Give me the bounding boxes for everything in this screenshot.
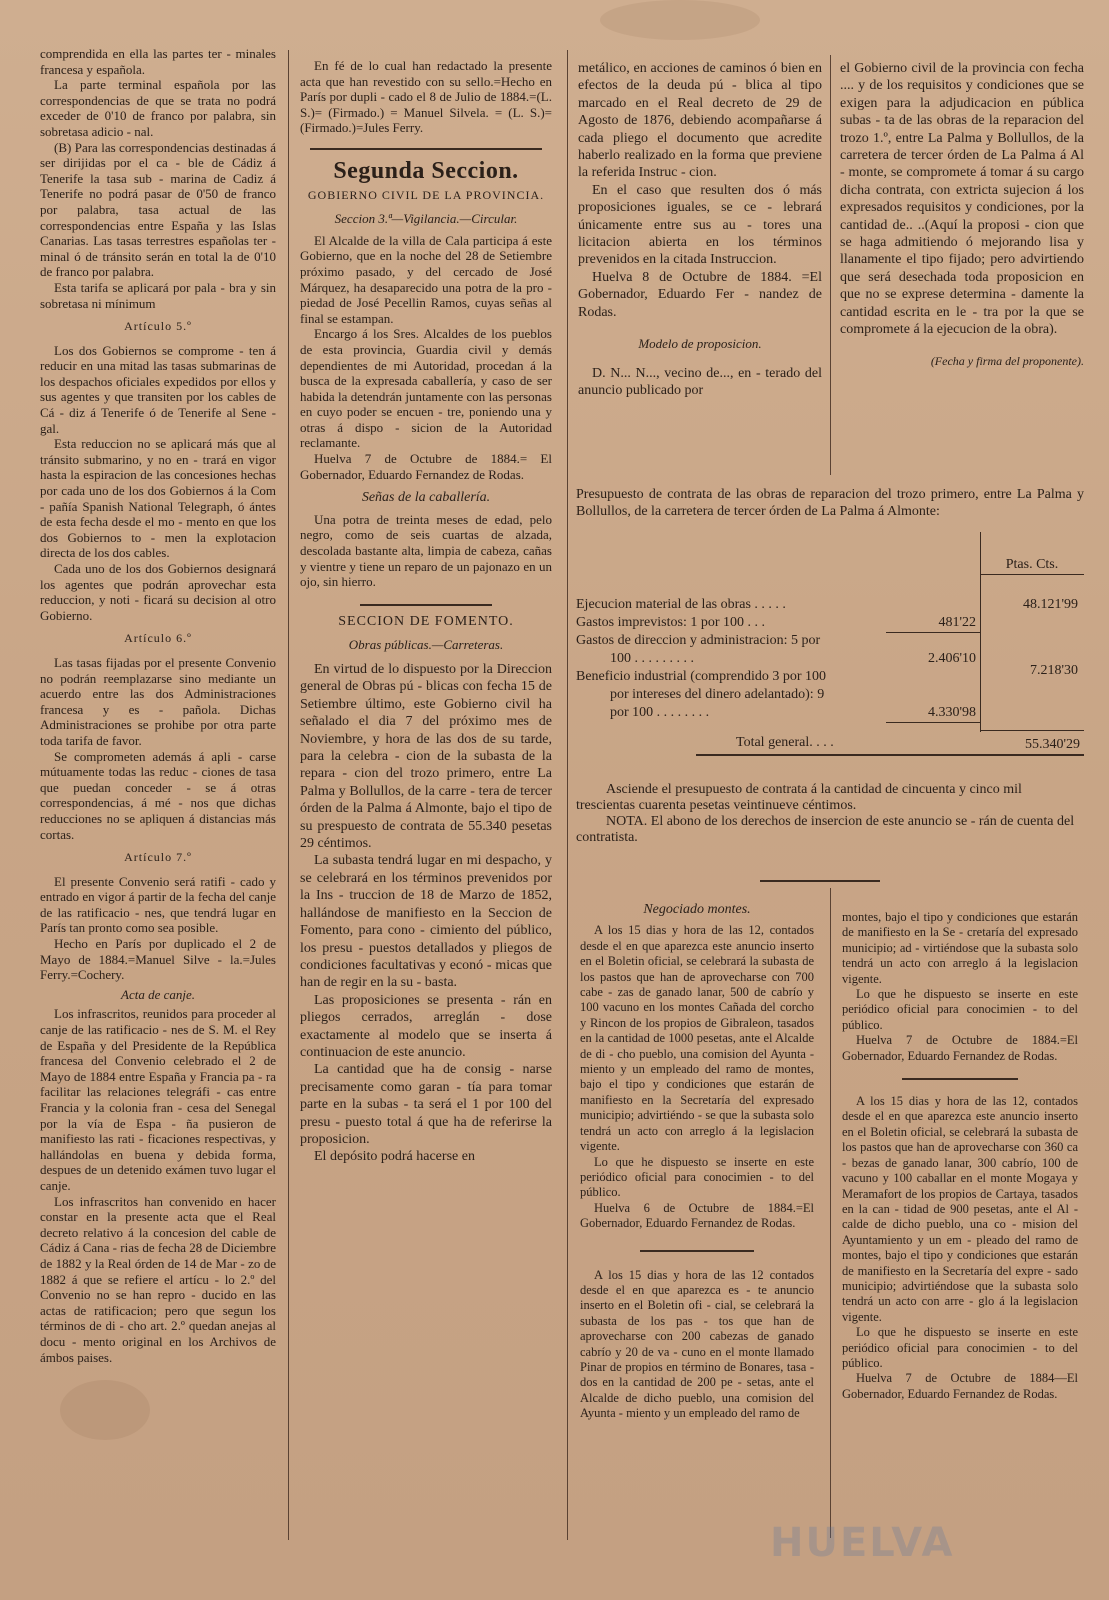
section-subtitle: Seccion 3.ª—Vigilancia.—Circular. xyxy=(334,211,518,227)
paragraph: El Alcalde de la villa de Cala participa á este Gobierno, que en la noche del 28 de Setiembre próximo pasado, y del cercado de José Márquez, ha desaparecido una potra de la pro - piedad de José Pecellin Ramos, cuyas señas al final se estampan. xyxy=(300,232,552,326)
column-rule xyxy=(567,50,568,1540)
unit-header: Ptas. Cts. xyxy=(1005,557,1059,572)
section-rule xyxy=(760,880,880,882)
total-label: Total general. . . . xyxy=(736,735,834,750)
paragraph: El presente Convenio será ratifi - cado y entrado en vigor á partir de la fecha del canje de las ratificacio - nes, que tendrá lugar en París tan pronto como sea posible. xyxy=(40,873,276,936)
paragraph: Huelva 7 de Octubre de 1884.= El Gobernador, Eduardo Fernandez de Rodas. xyxy=(300,451,552,482)
article-heading: Artículo 7.º xyxy=(124,850,192,865)
paragraph: Asciende el presupuesto de contrata á la cantidad de cincuenta y cinco mil trescientas cuarenta pesetas veintinueve céntimos. xyxy=(576,782,1022,813)
paragraph: A los 15 dias y hora de las 12, contados desde el en que aparezca este anuncio inserto en el Boletin oficial, se celebrará la subasta de los pastos que han de aprovecharse con 360 ca - bezas de ganado lanar, 300 cabrío, 100 de vacuno y 100 caballar en el monte Mogaya y Meramafort de los propios de Cartaya, tasados en la can - tidad de 900 pesetas, ante el Al - calde de dicho pueblo, una co - mision del Ayuntamiento y un em - pleado del ramo de montes, bajo el tipo y condiciones que estarán de manifiesto en la Secretaría del expre - sado municipio; advirtiéndose que la subasta solo tendrá un acto con arre - glo á la legislacion vigente. xyxy=(842,1094,1078,1324)
paragraph: La parte terminal española por las correspondencias de que se trata no podrá exceder de 0'10 de franco por palabra, sin sobretasa adicio - nal. xyxy=(40,77,276,139)
signature-line: (Fecha y firma del proponente). xyxy=(930,353,1084,368)
paragraph: Los dos Gobiernos se comprome - ten á reducir en una mitad las tasas submarinas de los despachos oficiales expedidos por ellos y sus agentes y que transiten por los cables de Cá - diz á Tenerife ó de Tenerife al Sene - gal. xyxy=(40,342,276,436)
paragraph: Los infrascritos, reunidos para proceder al canje de las ratificacio - nes de S. M. el Rey de España y del Presidente de la República francesa del Convenio celebrado el 2 de Mayo de 1884 entre España y Francia pa - ra facilitar las relaciones telegráfi - cas entre Francia y la colonia fran - cesa del Senegal por la vía de Espa - ña pusieron de manifiesto las rati - ficaciones respectivas, y hallándolas en buena y debida forma, despues de un detenido exámen tuvo lugar el canje. xyxy=(40,1006,276,1193)
paragraph: En fé de lo cual han redactado la presente acta que han revestido con su sello.=Hecho en París por dupli - cado el 8 de Julio de 1884.=(L. S.)= (Firmado.) = Manuel Silvela. = (L. S.)=(Firmado.)=Jules Ferry. xyxy=(300,58,552,136)
article-heading: Artículo 6.º xyxy=(124,631,192,646)
paragraph: montes, bajo el tipo y condiciones que estarán de manifiesto en la Se - cretaría del expresado municipio; ad - virtiéndose que la subasta solo tendrá un acto con arreglo á la legislacion vigente. xyxy=(842,910,1078,986)
paragraph: En el caso que resulten dos ó más proposiciones iguales, se ce - lebrará únicamente entre sus au - tores una licitacion abierta en los términos prevenidos en la citada Instruccion. xyxy=(578,182,822,268)
total-amount: 55.340'29 xyxy=(1024,737,1080,752)
budget-section xyxy=(576,486,1084,752)
amount: 2.406'10 xyxy=(927,651,976,666)
column-3-bottom xyxy=(580,902,814,1422)
budget-row: Gastos de direccion y administracion: 5 por xyxy=(576,633,821,648)
section-subtitle: Obras públicas.—Carreteras. xyxy=(348,637,504,653)
amount: 481'22 xyxy=(938,615,976,630)
budget-row: por intereses del dinero adelantado): 9 xyxy=(610,687,825,702)
amount: 4.330'98 xyxy=(927,705,976,720)
table-rule xyxy=(886,722,980,723)
table-rule xyxy=(980,574,1084,575)
section-heading: SECCION DE FOMENTO. xyxy=(338,613,514,629)
column-rule xyxy=(288,50,289,1540)
column-3 xyxy=(578,60,822,399)
paragraph: Las tasas fijadas por el presente Convenio no podrán reemplazarse sino mediante un acuerdo entre las dos Administraciones francesa y es - pañola. Dichas Administraciones se prohibe por otra parte toda tarifa de favor. xyxy=(40,654,276,748)
paragraph: Huelva 8 de Octubre de 1884. =El Gobernador, Eduardo Fer - nandez de Rodas. xyxy=(578,269,822,320)
paragraph: Las proposiciones se presenta - rán en pliegos cerrados, arreglán - dose exactamente al modelo que se inserta á continuacion de este anuncio. xyxy=(300,992,552,1060)
column-rule xyxy=(830,888,831,1538)
section-rule xyxy=(310,148,542,150)
paragraph: Lo que he dispuesto se inserte en este periódico oficial para conocimien - to del público. xyxy=(580,1154,814,1200)
paragraph: El depósito podrá hacerse en xyxy=(314,1149,475,1165)
article-heading: Artículo 5.º xyxy=(124,319,192,334)
paragraph: (B) Para las correspondencias destinadas á ser dirijidas por el ca - ble de Cádiz á Tenerife la tasa sub - marina de Cadiz á Tenerife no podrá pasar de 0'50 de franco por palabra, tasa actual de las correspondencias entre España y las Islas Canarias. Las tasas terrestres españolas ter - minal ó de tránsito serán en total la de 0'10 de franco por palabra. xyxy=(40,139,276,280)
column-1 xyxy=(40,46,276,1365)
budget-row: Beneficio industrial (comprendido 3 por 100 xyxy=(576,669,826,684)
budget-row: por 100 . . . . . . . . xyxy=(610,705,710,720)
column-rule xyxy=(830,55,831,475)
paragraph: Los infrascritos han convenido en hacer constar en la presente acta que el Real decreto relativo á la concesion del cable de Cádiz á Cana - rias de fecha 28 de Diciembre de 1882 y la Real órden de 14 de Mar - zo de 1882 á que se refiere el artícu - lo 2.º del Convenio no se han repro - ducido en las actas de ratificacion; pero que segun los términos de di - cho art. 2.º quedan anejas al docu - mento original en los Archivos de ámbos paises. xyxy=(40,1193,276,1365)
paragraph: A los 15 dias y hora de las 12, contados desde el en que aparezca este anuncio inserto en el Boletin oficial, se celebrará la subasta de los pastos que han de aprovecharse con 700 cabe - zas de ganado lanar, 500 de cabrío y 100 vacuno en los montes Cañada del corcho y Rincon de los propios de Gibraleon, tasados en la cantidad de 1000 pesetas, ante el Alcalde de di - cho pueblo, una comision del Ayunta - miento y un empleado del ramo de montes, bajo el tipo y condiciones que estarán de manifiesto en la Secretaría del expresado municipio; advirtiéndo - se que la subasta solo tendrá un acto con arreglo á la legislacion vigente. xyxy=(580,923,814,1154)
column-2 xyxy=(300,58,552,1166)
budget-row: 100 . . . . . . . . . xyxy=(610,651,694,666)
section-subtitle: Negociado montes. xyxy=(643,902,751,917)
paragraph: Lo que he dispuesto se inserte en este periódico oficial para conocimien - to del público. xyxy=(842,1325,1078,1370)
column-4-bottom xyxy=(842,910,1078,1402)
paragraph: el Gobierno civil de la provincia con fecha .... y de los requisitos y condiciones que se exigen para la adjudicacion en pública subas - ta de las obras de la reparacion del trozo 1.º, entre La Palma y Bollullos, de la carretera de tercer órden de La Palma á Al - monte, se compromete á tomar á su cargo dicha contrata, con extricta sujecion á los expresados requisitos y condiciones, por la cantidad de.. ..(Aquí la proposi - cion que se haga admitiendo ó mejorando lisa y llanamente el tipo fijado; pero advirtiendo que será desechada toda proposicion en que no se exprese determina - damente la cantidad escrita en le - tra por la que se compromete á la ejecucion de la obra). xyxy=(840,61,1084,338)
paragraph: Una potra de treinta meses de edad, pelo negro, como de seis cuartas de alzada, descolada bastante alta, limpia de cabeza, cañas y vientre y tiene un reparo de un pajonazo en un ojo, sin hierro. xyxy=(300,511,552,590)
section-rule xyxy=(360,604,492,606)
paragraph: En virtud de lo dispuesto por la Direccion general de Obras pú - blicas con fecha 15 de Setiembre último, este Gobierno civil ha señalado el dia 7 del próximo mes de Noviembre, y hora de las dos de su tarde, para la celebra - cion de la subasta de la repara - cion del trozo primero, entre La Palma y Bollullos, de la carre - tera de tercer órden de la Palma á Almonte, bajo el tipo de su prespuesto de contrata de 55.340 pesetas 29 céntimos. xyxy=(300,662,552,852)
section-subtitle: Señas de la caballería. xyxy=(361,490,491,506)
paper-stain xyxy=(60,1380,150,1440)
paragraph: comprendida en ella las partes ter - minales francesa y española. xyxy=(40,46,276,77)
section-rule xyxy=(640,1250,754,1252)
column-4 xyxy=(840,60,1084,370)
paragraph: Huelva 6 de Octubre de 1884.=El Gobernador, Eduardo Fernandez de Rodas. xyxy=(580,1200,814,1231)
paper-stain xyxy=(600,0,760,40)
paragraph: Lo que he dispuesto se inserte en este periódico oficial para conocimien - to del público. xyxy=(842,987,1078,1032)
section-subtitle: Modelo de proposicion. xyxy=(638,336,762,352)
paragraph: La subasta tendrá lugar en mi despacho, y se celebrará en los términos prevenidos por la Ins - truccion de 18 de Marzo de 1852, hallándose de manifiesto en la Seccion de Fomento, para cono - cimiento del público, los presu - puestos detallados y pliegos de condiciones facultativas y econó - micas que han de regir en la su - basta. xyxy=(300,853,552,991)
section-rule xyxy=(902,1078,1018,1080)
table-rule xyxy=(696,754,1084,756)
paragraph: metálico, en acciones de caminos ó bien en efectos de la deuda pú - blica al tipo marcado en el Real decreto de 29 de Agosto de 1876, debiendo acompañarse á cada pliego el documento que acredite haberlo realizado en la forma que previene la referida Instruc - cion. xyxy=(578,61,822,181)
paragraph: Huelva 7 de Octubre de 1884.=El Gobernador, Eduardo Fernandez de Rodas. xyxy=(842,1033,1078,1063)
budget-table xyxy=(576,532,1084,752)
paragraph: Esta tarifa se aplicará por pala - bra y sin sobretasa ni mínimum xyxy=(40,279,276,311)
paragraph: Huelva 7 de Octubre de 1884—El Gobernador, Eduardo Fernandez de Rodas. xyxy=(842,1371,1078,1401)
section-subtitle: Acta de canje. xyxy=(121,986,195,1002)
section-title: Segunda Seccion. xyxy=(333,157,519,184)
amount: 48.121'99 xyxy=(1022,597,1078,612)
paragraph: D. N... N..., vecino de..., en - terado del anuncio publicado por xyxy=(578,365,822,398)
paragraph: La cantidad que ha de consig - narse precisamente como garan - tía para tomar parte en la subas - ta será el 1 por 100 del presu - puesto total á que ha de referirse la proposicion. xyxy=(300,1062,552,1147)
paragraph: Esta reduccion no se aplicará más que al tránsito submarino, y no en - trará en vigor hasta la espiracion de las concesiones hechas por cada uno de los dos Gobiernos á la Com - pañía Spanish National Telegraph, ó ántes de esta fecha desde el mo - mento en que los dos Gobiernos to - men la explotacion directa de los dos cables. xyxy=(40,436,276,561)
paragraph: Cada uno de los dos Gobiernos designará los agentes que podrán aprovechar esta reduccion, y noti - ficará su decision al otro Gobierno. xyxy=(40,561,276,623)
budget-row: Gastos imprevistos: 1 por 100 . . . xyxy=(576,615,765,630)
paragraph: Hecho en París por duplicado el 2 de Mayo de 1884.=Manuel Silve - la.=Jules Ferry.=Cochery. xyxy=(40,936,276,983)
paragraph: A los 15 dias y hora de las 12 contados desde el en que aparezca es - te anuncio inserto en el Boletin ofi - cial, se celebrará la subasta de los pas - tos que han de aprovecharse con 200 cabezas de ganado cabrío y 20 de va - cuno en el monte llamado Pinar de propios en término de Bonares, tasa - dos en la cantidad de 200 pe - setas, ante el Alcalde de dicho pueblo, una comision del Ayunta - miento y un empleado del ramo de xyxy=(580,1267,814,1421)
paragraph: NOTA. El abono de los derechos de insercion de este anuncio se - rán de cuenta del contratista. xyxy=(576,814,1075,845)
budget-title: Presupuesto de contrata de las obras de reparacion del trozo primero, entre La Palma y Bollullos, de la carretera de tercer órden de La Palma á Almonte: xyxy=(576,487,1084,519)
amount: 7.218'30 xyxy=(1029,663,1078,678)
table-rule xyxy=(886,632,980,633)
budget-row: Ejecucion material de las obras . . . . . xyxy=(576,597,786,612)
watermark-logo: HUELVA xyxy=(770,1520,955,1566)
budget-note xyxy=(576,782,1084,846)
paragraph: Encargo á los Sres. Alcaldes de los pueblos de esta provincia, Guardia civil y demás dependientes de mi Autoridad, procedan á la busca de la expresada caballería, y caso de ser habida la detendrán juntamente con las personas en cuyo poder se encuen - tre, poniendo una y otras á dispo - sicion de la Autoridad reclamante. xyxy=(300,326,552,451)
table-rule xyxy=(980,730,1084,731)
paragraph: Se comprometen además á apli - carse mútuamente todas las reduc - ciones de tasa que puedan conceder - se á otras correspondencias, á mé - nos que dichas reducciones no se apliquen á distancias más cortas. xyxy=(40,748,276,842)
gov-heading: GOBIERNO CIVIL DE LA PROVINCIA. xyxy=(307,187,545,202)
